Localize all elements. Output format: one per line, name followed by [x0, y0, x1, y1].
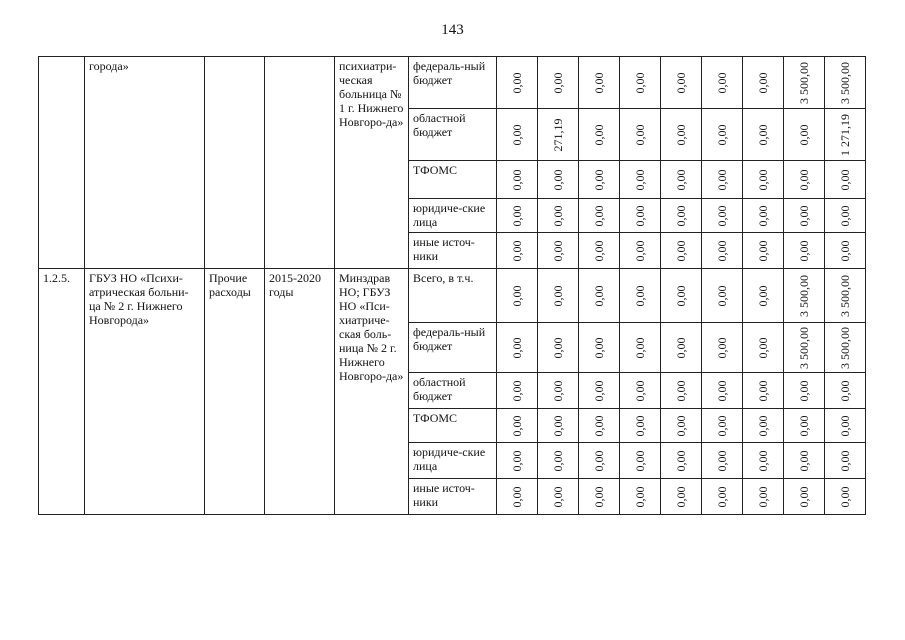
value-cell: 0,00: [743, 233, 784, 269]
value-cell: 3 500,00: [784, 323, 825, 373]
value-cell: 0,00: [784, 409, 825, 443]
funding-source-cell: областной бюджет: [409, 373, 497, 409]
value-cell: 0,00: [620, 161, 661, 199]
value-cell: 0,00: [620, 443, 661, 479]
item-name-cell: ГБУЗ НО «Психи-атрическая больни-ца № 2 г. Нижнего Новгорода»: [85, 269, 205, 515]
value-cell: 0,00: [579, 57, 620, 109]
value-cell: 0,00: [661, 57, 702, 109]
value-cell: 0,00: [661, 161, 702, 199]
value-cell: 0,00: [497, 373, 538, 409]
total-cell: 0,00: [825, 443, 866, 479]
item-type-cell: Прочие расходы: [205, 269, 265, 515]
funding-source-cell: иные источ-ники: [409, 479, 497, 515]
table-row: [39, 57, 866, 109]
value-cell: 0,00: [784, 233, 825, 269]
value-cell: 0,00: [743, 479, 784, 515]
value-cell: 0,00: [538, 373, 579, 409]
item-number-cell: [39, 57, 85, 269]
value-cell: 0,00: [661, 199, 702, 233]
funding-source-cell: ТФОМС: [409, 409, 497, 443]
value-cell: 0,00: [661, 109, 702, 161]
value-cell: 0,00: [784, 161, 825, 199]
value-cell: 0,00: [784, 479, 825, 515]
value-cell: 0,00: [743, 269, 784, 323]
value-cell: 0,00: [702, 109, 743, 161]
value-cell: 0,00: [538, 443, 579, 479]
value-cell: 0,00: [784, 109, 825, 161]
value-cell: 3 500,00: [784, 57, 825, 109]
value-cell: 0,00: [702, 443, 743, 479]
value-cell: 0,00: [579, 233, 620, 269]
value-cell: 0,00: [702, 57, 743, 109]
value-cell: 0,00: [702, 409, 743, 443]
value-cell: 0,00: [579, 409, 620, 443]
value-cell: 0,00: [497, 269, 538, 323]
value-cell: 0,00: [620, 233, 661, 269]
value-cell: 0,00: [620, 409, 661, 443]
value-cell: 0,00: [661, 443, 702, 479]
total-cell: 0,00: [825, 233, 866, 269]
value-cell: 0,00: [620, 269, 661, 323]
value-cell: 0,00: [497, 109, 538, 161]
value-cell: 0,00: [538, 57, 579, 109]
value-cell: 0,00: [784, 373, 825, 409]
value-cell: 0,00: [620, 57, 661, 109]
value-cell: 0,00: [497, 57, 538, 109]
value-cell: 0,00: [497, 479, 538, 515]
value-cell: 0,00: [579, 199, 620, 233]
total-cell: 0,00: [825, 373, 866, 409]
funding-source-cell: областной бюджет: [409, 109, 497, 161]
value-cell: 0,00: [784, 199, 825, 233]
value-cell: 0,00: [702, 199, 743, 233]
value-cell: 0,00: [743, 323, 784, 373]
value-cell: 0,00: [743, 57, 784, 109]
funding-source-cell: федераль-ный бюджет: [409, 57, 497, 109]
value-cell: 0,00: [538, 199, 579, 233]
value-cell: 0,00: [538, 479, 579, 515]
value-cell: 0,00: [661, 479, 702, 515]
value-cell: 0,00: [579, 161, 620, 199]
item-years-cell: 2015-2020 годы: [265, 269, 335, 515]
total-cell: 3 500,00: [825, 57, 866, 109]
value-cell: 0,00: [661, 373, 702, 409]
value-cell: 0,00: [743, 199, 784, 233]
funding-source-cell: иные источ-ники: [409, 233, 497, 269]
value-cell: 0,00: [497, 323, 538, 373]
value-cell: 0,00: [702, 479, 743, 515]
item-number-cell: 1.2.5.: [39, 269, 85, 515]
value-cell: 0,00: [497, 161, 538, 199]
value-cell: 0,00: [661, 269, 702, 323]
total-cell: 1 271,19: [825, 109, 866, 161]
value-cell: 0,00: [743, 161, 784, 199]
item-type-cell: [205, 57, 265, 269]
value-cell: 0,00: [579, 269, 620, 323]
value-cell: 0,00: [579, 479, 620, 515]
value-cell: 0,00: [497, 233, 538, 269]
total-cell: 3 500,00: [825, 323, 866, 373]
funding-source-cell: юридиче-ские лица: [409, 443, 497, 479]
value-cell: 0,00: [620, 479, 661, 515]
item-years-cell: [265, 57, 335, 269]
value-cell: 0,00: [620, 323, 661, 373]
value-cell: 0,00: [497, 409, 538, 443]
value-cell: 0,00: [661, 323, 702, 373]
total-cell: 3 500,00: [825, 269, 866, 323]
total-cell: 0,00: [825, 161, 866, 199]
value-cell: 0,00: [702, 373, 743, 409]
value-cell: 0,00: [743, 443, 784, 479]
value-cell: 0,00: [579, 109, 620, 161]
table-row: [39, 269, 866, 323]
page-number: 143: [441, 22, 464, 38]
value-cell: 0,00: [743, 409, 784, 443]
value-cell: 0,00: [620, 199, 661, 233]
value-cell: 0,00: [538, 233, 579, 269]
value-cell: 0,00: [661, 233, 702, 269]
value-cell: 0,00: [743, 373, 784, 409]
value-cell: 271,19: [538, 109, 579, 161]
value-cell: 0,00: [784, 443, 825, 479]
funding-source-cell: Всего, в т.ч.: [409, 269, 497, 323]
total-cell: 0,00: [825, 409, 866, 443]
value-cell: 0,00: [538, 269, 579, 323]
value-cell: 0,00: [497, 443, 538, 479]
total-cell: 0,00: [825, 199, 866, 233]
value-cell: 0,00: [579, 373, 620, 409]
value-cell: 0,00: [620, 373, 661, 409]
value-cell: 0,00: [538, 409, 579, 443]
item-executor-cell: психиатри-ческая больница № 1 г. Нижнего Новгоро-да»: [335, 57, 409, 269]
item-executor-cell: Минздрав НО; ГБУЗ НО «Пси-хиатриче-ская боль-ница № 2 г. Нижнего Новгоро-да»: [335, 269, 409, 515]
value-cell: 3 500,00: [784, 269, 825, 323]
value-cell: 0,00: [661, 409, 702, 443]
value-cell: 0,00: [538, 161, 579, 199]
funding-source-cell: юридиче-ские лица: [409, 199, 497, 233]
item-name-cell: города»: [85, 57, 205, 269]
value-cell: 0,00: [579, 443, 620, 479]
value-cell: 0,00: [743, 109, 784, 161]
value-cell: 0,00: [702, 233, 743, 269]
value-cell: 0,00: [497, 199, 538, 233]
value-cell: 0,00: [620, 109, 661, 161]
value-cell: 0,00: [702, 323, 743, 373]
total-cell: 0,00: [825, 479, 866, 515]
value-cell: 0,00: [579, 323, 620, 373]
value-cell: 0,00: [702, 269, 743, 323]
funding-source-cell: ТФОМС: [409, 161, 497, 199]
budget-table: [38, 56, 866, 515]
value-cell: 0,00: [538, 323, 579, 373]
value-cell: 0,00: [702, 161, 743, 199]
funding-source-cell: федераль-ный бюджет: [409, 323, 497, 373]
